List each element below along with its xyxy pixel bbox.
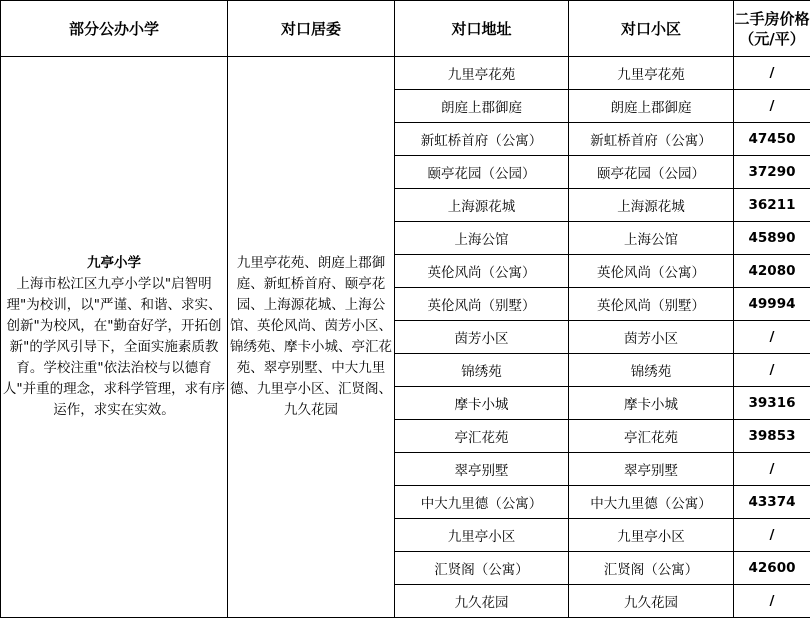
price-cell: / [734, 321, 810, 354]
header-address [395, 1, 569, 57]
community-cell: 颐亭花园（公园） [569, 156, 734, 189]
address-cell: 九里亭花苑 [395, 57, 569, 90]
table-body [1, 57, 810, 618]
header-price-unit: （元/平） [739, 29, 805, 48]
address-cell: 汇贤阁（公寓） [395, 552, 569, 585]
price-cell: 47450 [734, 123, 810, 156]
committee-cell [228, 57, 395, 618]
price-cell: / [734, 354, 810, 387]
community-cell: 英伦风尚（公寓） [569, 255, 734, 288]
school-cell [1, 57, 228, 618]
price-cell: 37290 [734, 156, 810, 189]
school-name: 九亭小学 [87, 255, 141, 271]
price-cell: 39853 [734, 420, 810, 453]
header-school [1, 1, 228, 57]
address-cell: 锦绣苑 [395, 354, 569, 387]
address-cell: 上海源花城 [395, 189, 569, 222]
price-cell: / [734, 57, 810, 90]
header-row [1, 1, 810, 57]
header-school-label: 部分公办小学 [68, 19, 159, 38]
community-cell: 新虹桥首府（公寓） [569, 123, 734, 156]
community-cell: 中大九里德（公寓） [569, 486, 734, 519]
community-cell: 朗庭上郡御庭 [569, 90, 734, 123]
community-cell: 摩卡小城 [569, 387, 734, 420]
address-cell: 英伦风尚（公寓） [395, 255, 569, 288]
community-cell: 九久花园 [569, 585, 734, 618]
price-cell: 49994 [734, 288, 810, 321]
address-cell: 上海公馆 [395, 222, 569, 255]
address-cell: 颐亭花园（公园） [395, 156, 569, 189]
price-cell: 42080 [734, 255, 810, 288]
price-cell: / [734, 519, 810, 552]
address-cell: 亭汇花苑 [395, 420, 569, 453]
header-price-label: 二手房价格 [734, 9, 810, 28]
address-cell: 翠亭别墅 [395, 453, 569, 486]
community-cell: 上海源花城 [569, 189, 734, 222]
committee-list: 九里亭花苑、朗庭上郡御庭、新虹桥首府、颐亭花园、上海源花城、上海公馆、英伦风尚、茵芳小区、锦绣苑、摩卡小城、亭汇花苑、翠亭别墅、中大九里德、九里亭小区、汇贤阁、九久花园 [230, 255, 392, 418]
price-cell: 45890 [734, 222, 810, 255]
community-cell: 亭汇花苑 [569, 420, 734, 453]
community-cell: 英伦风尚（别墅） [569, 288, 734, 321]
address-cell: 九里亭小区 [395, 519, 569, 552]
header-community-label: 对口小区 [620, 19, 681, 38]
header-address-label: 对口地址 [451, 19, 512, 38]
address-cell: 中大九里德（公寓） [395, 486, 569, 519]
header-community [569, 1, 734, 57]
address-cell: 摩卡小城 [395, 387, 569, 420]
address-cell: 英伦风尚（别墅） [395, 288, 569, 321]
price-cell: / [734, 453, 810, 486]
community-cell: 茵芳小区 [569, 321, 734, 354]
price-cell: 43374 [734, 486, 810, 519]
community-cell: 汇贤阁（公寓） [569, 552, 734, 585]
price-cell: 42600 [734, 552, 810, 585]
community-cell: 九里亭花苑 [569, 57, 734, 90]
address-cell: 茵芳小区 [395, 321, 569, 354]
price-cell: 39316 [734, 387, 810, 420]
community-cell: 上海公馆 [569, 222, 734, 255]
community-cell: 锦绣苑 [569, 354, 734, 387]
community-cell: 翠亭别墅 [569, 453, 734, 486]
price-cell: / [734, 90, 810, 123]
address-cell: 九久花园 [395, 585, 569, 618]
community-cell: 九里亭小区 [569, 519, 734, 552]
header-price [734, 1, 810, 57]
school-description: 上海市松江区九亭小学以"启智明理"为校训，以"严谨、和谐、求实、创新"为校风，在"勤奋好学，开拓创新"的学风引导下，全面实施素质教育。学校注重"依法治校与以德育人"并重的理念，求科学管理，求有序运作，求实在实效。 [2, 276, 226, 418]
price-cell: / [734, 585, 810, 618]
address-cell: 新虹桥首府（公寓） [395, 123, 569, 156]
price-cell: 36211 [734, 189, 810, 222]
header-committee-label: 对口居委 [280, 19, 341, 38]
table-row [1, 57, 810, 90]
address-cell: 朗庭上郡御庭 [395, 90, 569, 123]
header-committee [228, 1, 395, 57]
